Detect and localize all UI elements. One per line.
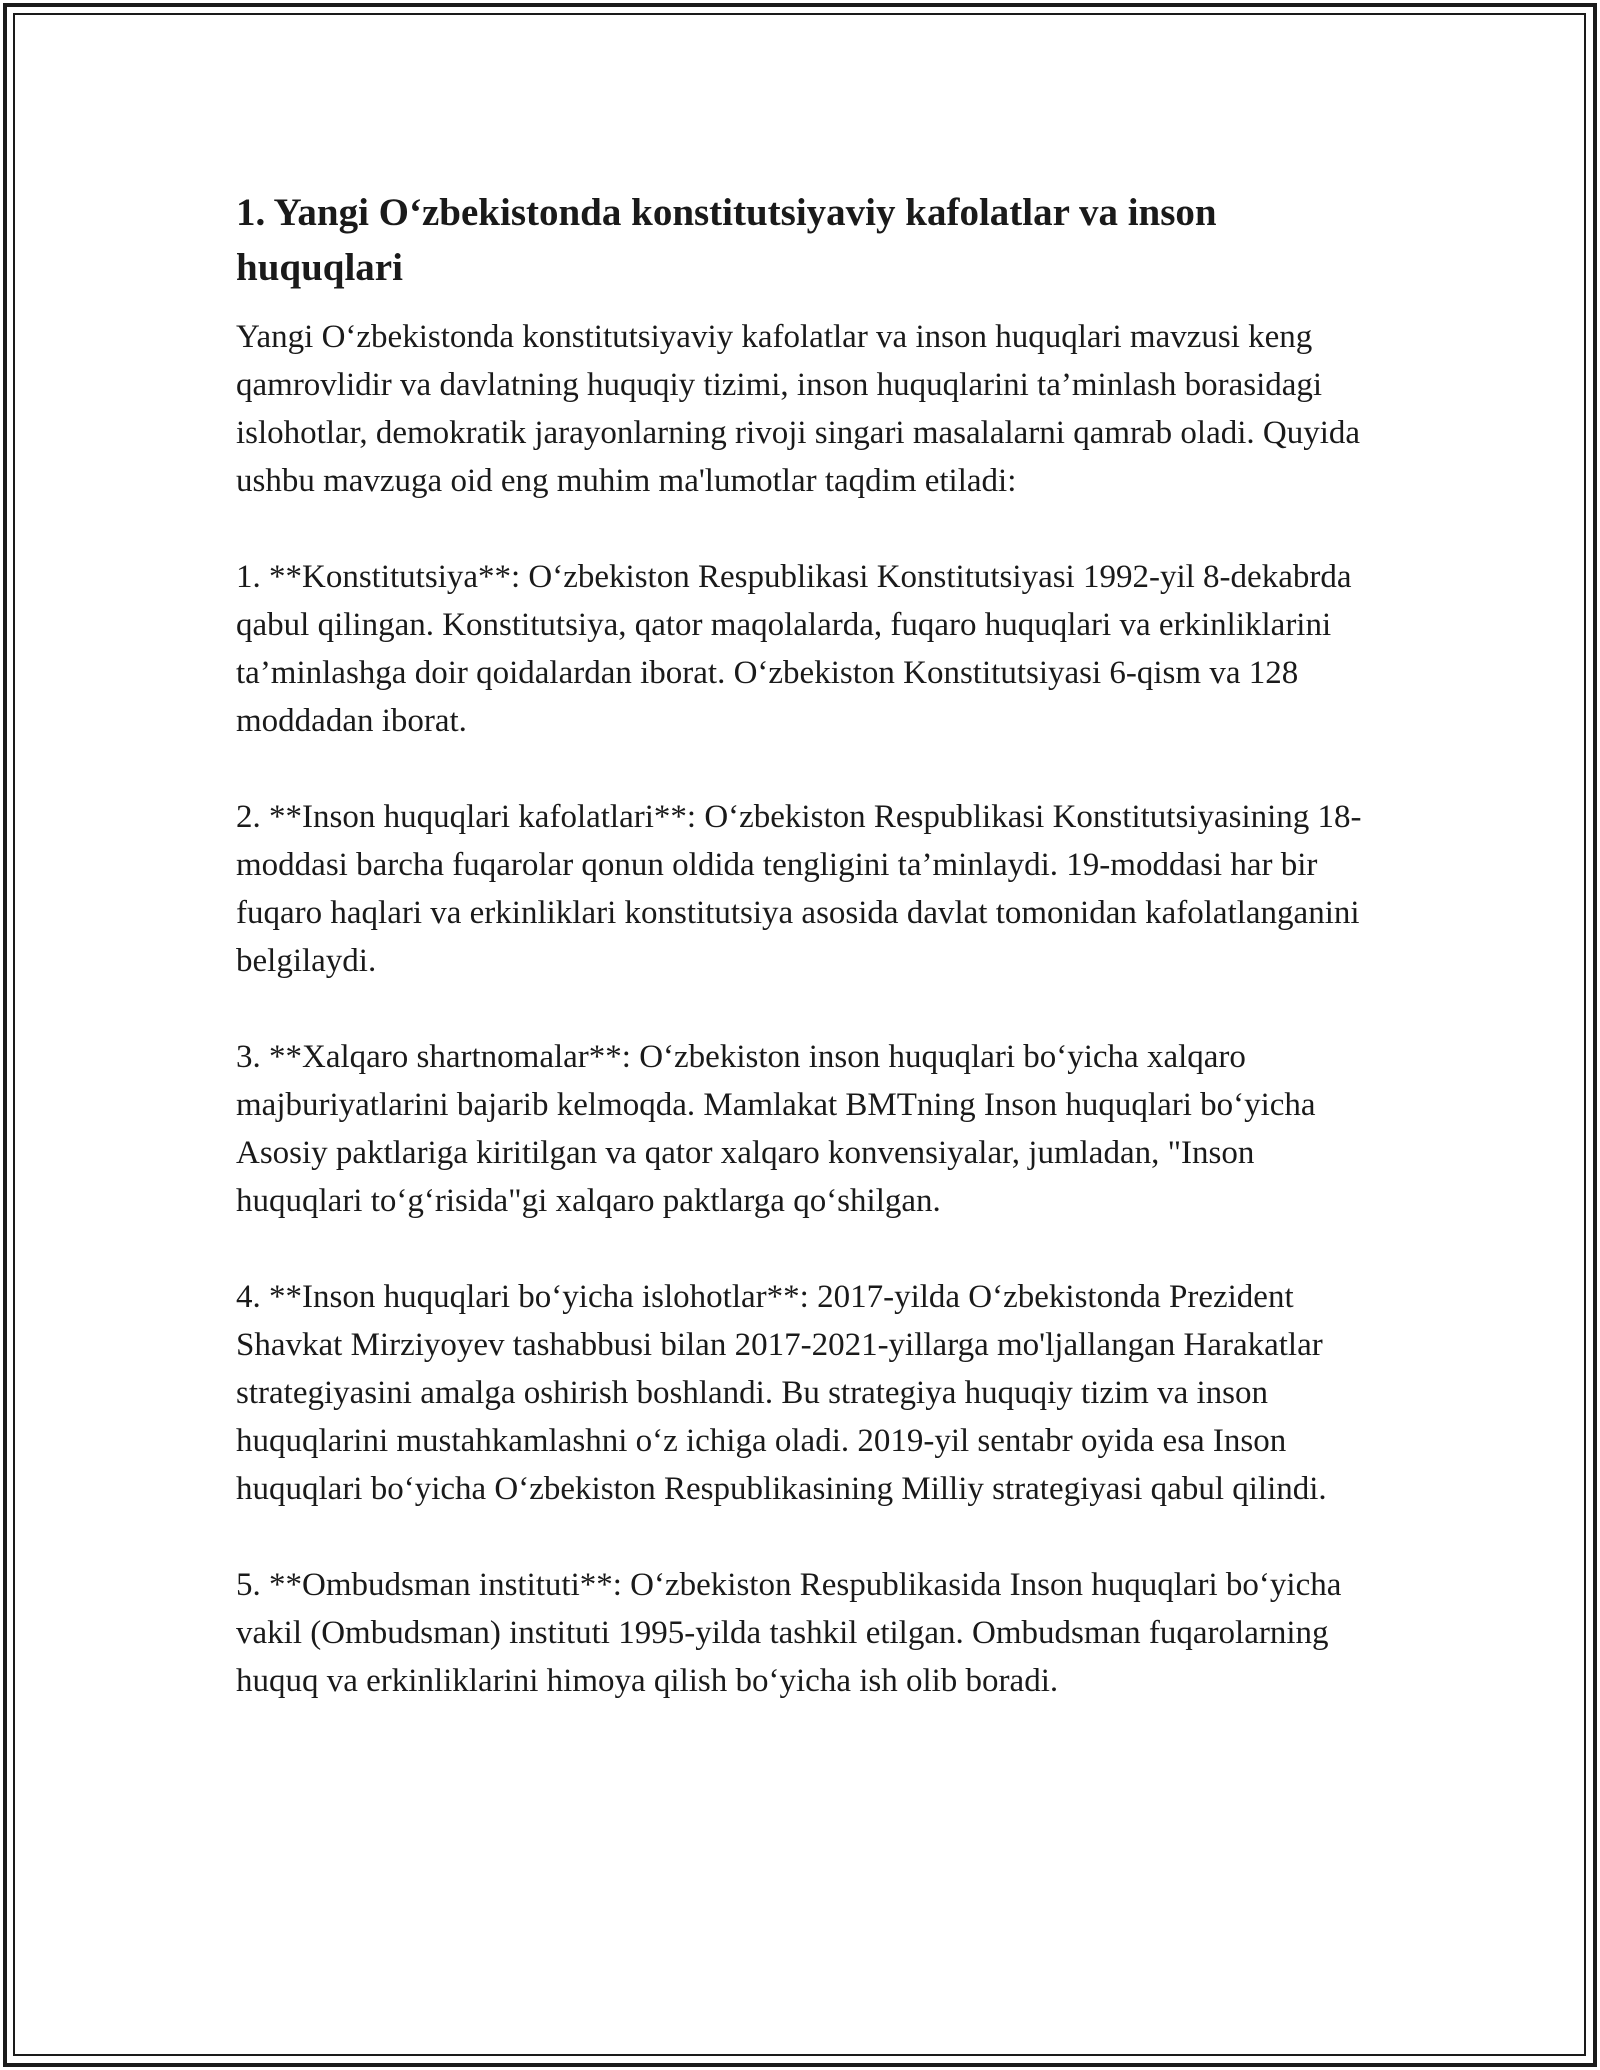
document-content [236,185,1366,1753]
document-title: 1. Yangi O‘zbekistonda konstitutsiyaviy kafolatlar va inson huquqlari [236,191,1217,289]
paragraph-konstitutsiya: 1. **Konstitutsiya**: O‘zbekiston Respublikasi Konstitutsiyasi 1992-yil 8-dekabrda qabul qilingan. Konstitutsiya, qator maqolalarda, fuqaro huquqlari va erkinliklarini ta’minlashga doir qoidalardan iborat. O‘zbekiston Konstitutsiyasi 6-qism va 128 moddadan iborat. [236,559,1352,739]
intro-paragraph: Yangi O‘zbekistonda konstitutsiyaviy kafolatlar va inson huquqlari mavzusi keng qamrovlidir va davlatning huquqiy tizimi, inson huquqlarini ta’minlash borasidagi islohotlar, demokratik jarayonlarning rivoji singari masalalarni qamrab oladi. Quyida ushbu mavzuga oid eng muhim ma'lumotlar taqdim etiladi: [236,319,1361,499]
paragraph-ombudsman: 5. **Ombudsman instituti**: O‘zbekiston Respublikasida Inson huquqlari bo‘yicha vakil (Ombudsman) instituti 1995-yilda tashkil etilgan. Ombudsman fuqarolarning huquq va erkinliklarini himoya qilish bo‘yicha ish olib boradi. [236,1567,1342,1699]
paragraph-xalqaro-shartnomalar: 3. **Xalqaro shartnomalar**: O‘zbekiston inson huquqlari bo‘yicha xalqaro majburiyatlarini bajarib kelmoqda. Mamlakat BMTning Inson huquqlari bo‘yicha Asosiy paktlariga kiritilgan va qator xalqaro konvensiyalar, jumladan, "Inson huquqlari to‘g‘risida"gi xalqaro paktlarga qo‘shilgan. [236,1039,1316,1219]
document-body [236,313,1366,1705]
paragraph-islohotlar: 4. **Inson huquqlari bo‘yicha islohotlar**: 2017-yilda O‘zbekistonda Prezident Shavkat Mirziyoyev tashabbusi bilan 2017-2021-yillarga mo'ljallangan Harakatlar strategiyasini amalga oshirish boshlandi. Bu strategiya huquqiy tizim va inson huquqlarini mustahkamlashni o‘z ichiga oladi. 2019-yil sentabr oyida esa Inson huquqlari bo‘yicha O‘zbekiston Respublikasining Milliy strategiyasi qabul qilindi. [236,1279,1327,1507]
paragraph-inson-huquqlari-kafolatlari: 2. **Inson huquqlari kafolatlari**: O‘zbekiston Respublikasi Konstitutsiyasining 18-moddasi barcha fuqarolar qonun oldida tengligini ta’minlaydi. 19-moddasi har bir fuqaro haqlari va erkinliklari konstitutsiya asosida davlat tomonidan kafolatlanganini belgilaydi. [236,799,1362,979]
